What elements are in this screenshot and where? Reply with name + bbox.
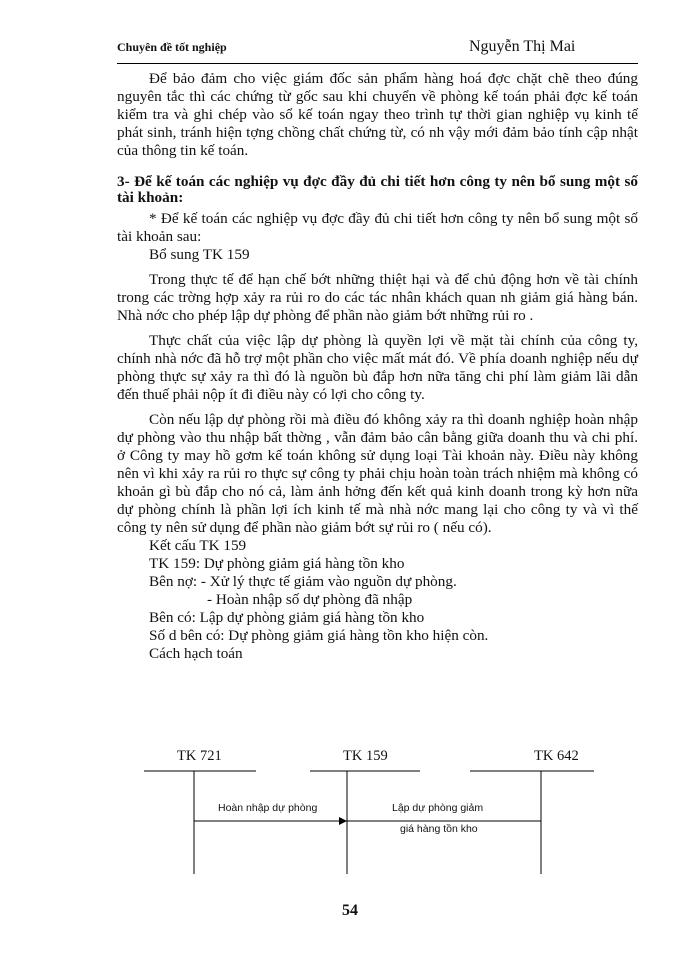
page-body bbox=[117, 70, 638, 663]
reversal-label: Hoàn nhập dự phòng bbox=[218, 802, 318, 814]
paragraph-5: Còn nếu lập dự phòng rồi mà điều đó không xảy ra thì doanh nghiệp hoàn nhập dự phòng vào thu nhập bất thờng , vẫn đảm bảo cân bằng giữa doanh thu và chi phí. ở Công ty may hồ gơm kế toán không sử dụng loại Tài khoản này. Điều này không nên vì khi xảy ra rủi ro thực sự công ty phải chịu hoàn toàn trách nhiệm mà không có khoản gì bù đắp cho nó cả, làm ảnh hởng đến kết quả kinh doanh trong kỳ hơn nữa dự phòng chính là phần lợi ích kinh tế mà nhà nớc mang lại cho công ty và vì thế công ty nên sử dụng để phần nào giảm bớt sự rủi ro ( nếu có). bbox=[117, 411, 638, 536]
header-divider bbox=[117, 63, 638, 64]
account-tk159: TK 159 bbox=[343, 748, 388, 764]
paragraph-2: * Để kế toán các nghiệp vụ đợc đầy đủ chi tiết hơn công ty nên bổ sung một số tài khoản sau: bbox=[117, 210, 638, 245]
balance-line: Số d bên có: Dự phòng giảm giá hàng tồn kho hiện còn. bbox=[149, 627, 489, 644]
debit-side-line-1: Bên nợ: - Xử lý thực tế giảm vào nguồn dự phòng. bbox=[149, 573, 457, 590]
section-heading: 3- Để kế toán các nghiệp vụ đợc đầy đủ chi tiết hơn công ty nên bổ sung một số tài khoản: bbox=[117, 173, 638, 206]
debit-side-line-2: - Hoàn nhập số dự phòng đã nhập bbox=[207, 591, 413, 608]
paragraph-4: Thực chất của việc lập dự phòng là quyền lợi về mặt tài chính của công ty, chính nhà nớc đã hỗ trợ một phần cho việc mất mát đó. Về phía doanh nghiệp nếu dự phòng thực sự xảy ra thì đó là nguồn bù đắp hơn nữa tăng chi phí làm giảm lãi dẫn đến thuế phải nộp ít đi điều này có lợi cho công ty. bbox=[117, 332, 638, 403]
account-definition: TK 159: Dự phòng giảm giá hàng tồn kho bbox=[149, 555, 405, 572]
page-number: 54 bbox=[342, 902, 358, 919]
paragraph-3: Trong thực tế để hạn chế bớt những thiệt hại và để chủ động hơn về tài chính trong các trờng hợp xảy ra rủi ro do các tác nhân khách quan nh giảm giá hàng bán. Nhà nớc cho phép lập dự phòng để phần nào giảm bớt những rủi ro . bbox=[117, 271, 638, 324]
arrow-head-icon bbox=[339, 817, 347, 825]
account-tk721: TK 721 bbox=[177, 748, 222, 764]
credit-side-line: Bên có: Lập dự phòng giảm giá hàng tồn kho bbox=[149, 609, 425, 626]
accounting-method-title: Cách hạch toán bbox=[149, 645, 243, 662]
structure-title: Kết cấu TK 159 bbox=[149, 537, 247, 554]
paragraph-1: Để bảo đảm cho việc giám đốc sản phẩm hàng hoá đợc chặt chẽ theo đúng nguyên tắc thì các chứng từ gốc sau khi chuyển về phòng kế toán phải đợc kế toán kiểm tra và ghi chép vào sổ kế toán ngay theo trình tự thời gian nghiệp vụ kinh tế phát sinh, tránh hiện tợng chồng chất chứng từ, có nh vậy mới đảm bảo tính cập nhật của thông tin kế toán. bbox=[117, 70, 638, 159]
account-tk642: TK 642 bbox=[534, 748, 579, 764]
author-name: Nguyễn Thị Mai bbox=[469, 38, 576, 55]
document-category: Chuyên đề tốt nghiệp bbox=[117, 40, 227, 54]
provision-label-line-1: Lập dự phòng giảm bbox=[392, 802, 484, 814]
provision-label-line-2: giá hàng tồn kho bbox=[400, 823, 478, 835]
add-account-line: Bổ sung TK 159 bbox=[149, 246, 250, 263]
t-account-diagram bbox=[117, 740, 638, 880]
